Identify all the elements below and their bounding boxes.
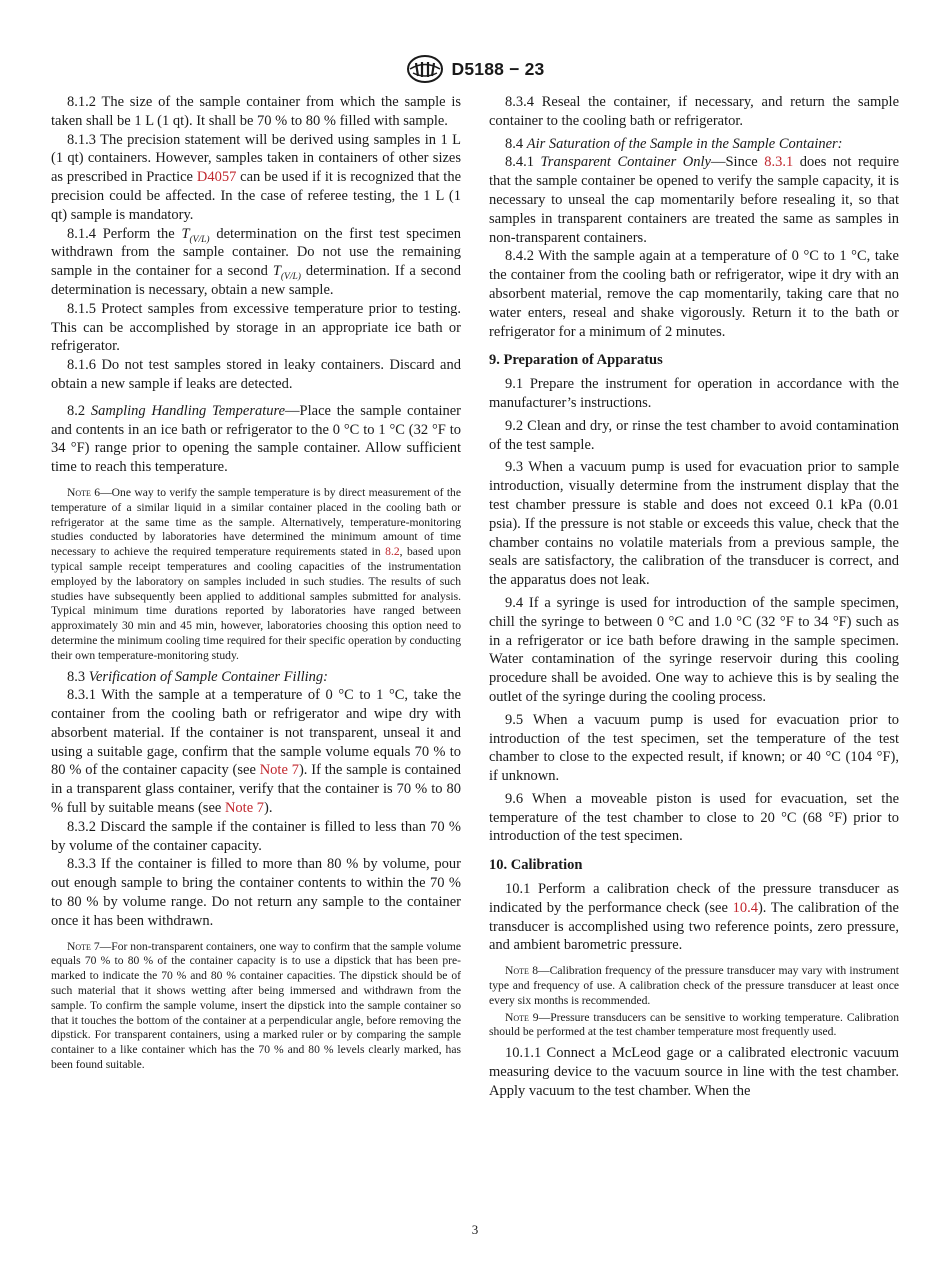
section-8-3-4: 8.3.4 Reseal the container, if necessary, and return the sample container to the cooling bath or refrigerator. (489, 94, 899, 129)
section-10-1: 10.1 Perform a calibration check of the pressure transducer as indicated by the performance check (see 10.4). The calibration of the transducer is accomplished using two reference points, zero pressure, and ambient barometric pressure. (489, 881, 899, 954)
link-10-4[interactable]: 10.4 (732, 899, 758, 916)
right-column (489, 93, 899, 1101)
section-8-1-2: 8.1.2 The size of the sample container from which the sample is taken shall be 1 L (1 qt). It shall be 70 % to 80 % filled with sample. (51, 94, 461, 129)
heading-section-9: 9. Preparation of Apparatus (489, 352, 663, 369)
section-8-3-3: 8.3.3 If the container is filled to more than 80 % by volume, pour out enough sample to bring the container contents to within the 70 % to 80 % by volume range. Do not return any sample to the container once it has been withdrawn. (51, 856, 461, 929)
section-9-3: 9.3 When a vacuum pump is used for evacuation prior to sample introduction, visually determine from the instrument display that the test chamber pressure is stable and does not exceed 0.1 kPa (0.01 psia). If the pressure is not stable or exceeds this value, check that the chamber contains no volatile materials from a previous sample, the seals are satisfactory, the calibration of the transducer is correct, and the apparatus does not leak. (489, 459, 899, 589)
section-8-1-5: 8.1.5 Protect samples from excessive temperature prior to testing. This can be accomplished by storage in an appropriate ice bath or refrigerator. (51, 300, 461, 355)
link-d4057[interactable]: D4057 (196, 169, 237, 186)
left-column (51, 93, 461, 1073)
note-7: Note 7—For non-transparent containers, one way to confirm that the sample volume equals 70 % to 80 % of the container capacity is to use a dipstick that has been pre-marked to indicate the 70 % and 80 % container capacities. The dipstick should be of such material that it shows wetting after being immersed and withdrawn from the sample. To confirm the sample volume, insert the dipstick into the sample container so that it touches the bottom of the container at a perpendicular angle, before removing the dipstick. For transparent containers, using a marked ruler or by comparing the sample container to a like container which has the 70 % and 80 % levels clearly marked, has been found suitable. (51, 939, 462, 1072)
link-note-7[interactable]: Note 7 (224, 800, 265, 817)
section-8-4-2: 8.4.2 With the sample again at a temperature of 0 °C to 1 °C, take the container from the cooling bath or refrigerator, wipe it dry with an absorbent material, remove the cap momentarily, taking care that no water enters, reseal and shake vigorously. Return it to the bath or refrigerator for a minimum of 2 minutes. (489, 248, 899, 340)
section-8-3: 8.3 Verification of Sample Container Filling: (67, 668, 328, 685)
section-8-3-2: 8.3.2 Discard the sample if the container is filled to less than 70 % by volume of the container capacity. (51, 818, 461, 854)
section-10-1-1: 10.1.1 Connect a McLeod gage or a calibrated electronic vacuum measuring device to the vacuum source in line with the test chamber. Apply vacuum to the test chamber. When the (489, 1045, 899, 1099)
page-number: 3 (471, 1222, 479, 1237)
section-9-1: 9.1 Prepare the instrument for operation in accordance with the manufacturer’s instructions. (489, 376, 899, 411)
link-note-7[interactable]: Note 7 (259, 762, 299, 779)
section-8-3-1: 8.3.1 With the sample at a temperature of 0 °C to 1 °C, take the container from the cooling bath or refrigerator and wipe dry with absorbent material. If the container is not transparent, unseal it and using a suitable gage, confirm that the sample volume equals 70 % to 80 % of the container capacity (see Note 7). If the sample is contained in a transparent glass container, verify that the container is 70 % to 80 % full by suitable means (see Note 7). (51, 687, 461, 817)
note-9: Note 9—Pressure transducers can be sensitive to working temperature. Calibration should be performed at the test chamber temperature most frequently used. (489, 1010, 899, 1039)
section-8-1-4: 8.1.4 Perform the $T_{(V/L)}$ determination on the first test specimen withdrawn from the sample container. Do not use the remaining sample in the container for a second $T_{(V/L)}$ determination. If a second determination is necessary, obtain a new sample. (51, 225, 461, 298)
section-9-4: 9.4 If a syringe is used for introduction of the sample specimen, chill the syringe to between 0 °C and 1.0 °C (32 °F to 34 °F) such as in a refrigerator or ice bath before drawing in the sample specimen. Water contamination of the syringe reservoir during this cooling procedure shall be avoided. One way to achieve this is by sealing the outlet of the syringe during the cooling process. (489, 594, 899, 705)
section-8-4-1: 8.4.1 Transparent Container Only—Since 8.3.1 does not require that the sample container be opened to verify the sample capacity, it is necessary to unseal the cap momentarily before resealing it, so that samples in transparent containers are treated the same as samples in non-transparent containers. (489, 154, 899, 246)
section-9-5: 9.5 When a vacuum pump is used for evacuation prior to introduction of the test specimen, set the temperature of the test chamber to close to the expected result, if known; or 40 °C (104 °F), if unknown. (489, 711, 899, 785)
astm-logo-icon (406, 54, 444, 84)
document-designation: D5188 − 23 (451, 58, 545, 79)
note-8: Note 8—Calibration frequency of the pressure transducer may vary with instrument type and frequency of use. A calibration check of the pressure transducer at least once every six months is recommended. (489, 964, 900, 1007)
section-8-2: 8.2 Sampling Handling Temperature—Place the sample container and contents in an ice bath or refrigerator to the 0 °C to 1 °C (32 °F to 34 °F) range prior to opening the sample container. Allow sufficient time to reach this temperature. (51, 402, 461, 476)
section-8-1-6: 8.1.6 Do not test samples stored in leaky containers. Discard and obtain a new sample if leaks are detected. (51, 357, 461, 392)
link-8-2[interactable]: 8.2 (385, 545, 400, 559)
section-8-4: 8.4 Air Saturation of the Sample in the Sample Container: (505, 135, 843, 152)
section-9-2: 9.2 Clean and dry, or rinse the test chamber to avoid contamination of the test sample. (489, 417, 899, 453)
section-9-6: 9.6 When a moveable piston is used for evacuation, set the temperature of the test chamber to close to 20 °C (68 °F) prior to introduction of the test specimen. (489, 790, 899, 845)
page-header (0, 54, 950, 84)
section-8-1-3: 8.1.3 The precision statement will be derived using samples in 1 L (1 qt) containers. However, samples taken in containers of other sizes as prescribed in Practice D4057 can be used if it is recognized that the precision could be affected. In the case of referee testing, the 1 L (1 qt) sample is mandatory. (51, 131, 462, 223)
heading-section-10: 10. Calibration (489, 857, 583, 874)
note-6: Note 6—One way to verify the sample temperature is by direct measurement of the temperature of a similar liquid in a similar container placed in the cooling bath or refrigerator at the same time as the sample. Alternatively, temperature-monitoring studies conducted by laboratories have determined the minimum amount of time necessary to achieve the required temperature requirements stated in 8.2, based upon typical sample receipt temperatures and cooling capacities of the instrumentation employed by the laboratory on samples included in such studies. The results of such studies have subsequently been applied to additional samples submitted for analysis. Typical minimum time durations reported by laboratories have ranged between approximately 30 min and 45 min, however, laboratories choosing this option need to determine the minimum cooling time required for their specific operation by conducting their own temperature-monitoring study. (51, 485, 461, 662)
link-8-3-1[interactable]: 8.3.1 (764, 154, 794, 171)
